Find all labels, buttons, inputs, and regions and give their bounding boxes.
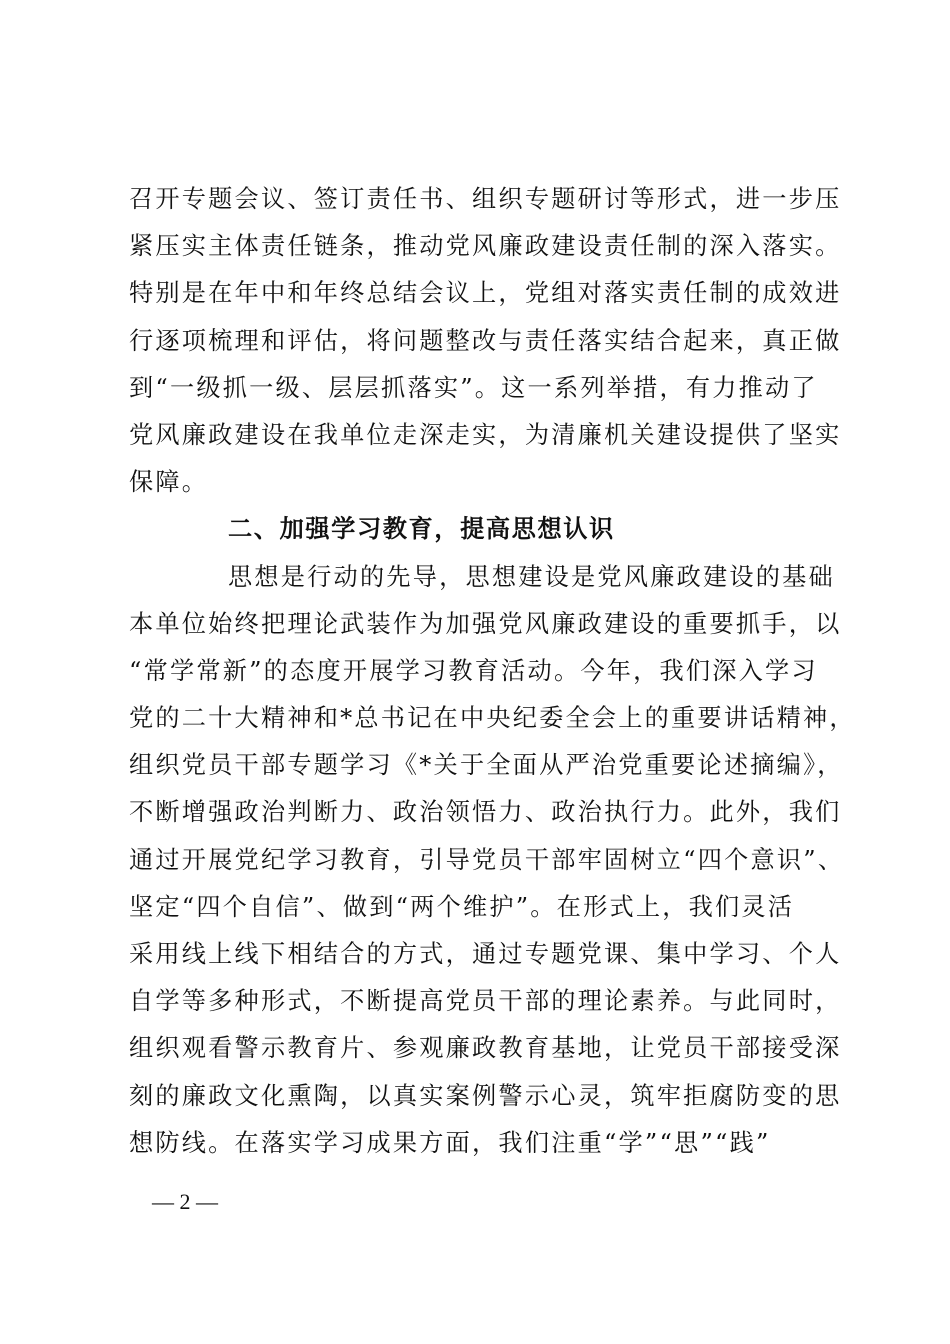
paragraph-line: 通过开展党纪学习教育，引导党员干部牢固树立“四个意识”、 xyxy=(129,845,845,874)
paragraph-line: 保障。 xyxy=(129,468,209,497)
page-number: — 2 — xyxy=(152,1189,218,1214)
paragraph-line: 刻的廉政文化熏陶，以真实案例警示心灵，筑牢拒腐防变的思 xyxy=(129,1081,842,1110)
paragraph-line: 组织党员干部专题学习《*关于全面从严治党重要论述摘编》， xyxy=(129,751,844,780)
paragraph-line: 采用线上线下相结合的方式，通过专题党课、集中学习、个人 xyxy=(129,940,842,968)
section-paragraph xyxy=(129,554,859,1167)
paragraph-line: 本单位始终把理论武装作为加强党风廉政建设的重要抓手，以 xyxy=(129,609,842,638)
paragraph-line: 党风廉政建设在我单位走深走实，为清廉机关建设提供了坚实 xyxy=(129,420,842,449)
paragraph-line: 想防线。在落实学习成果方面，我们注重“学”“思”“践” xyxy=(129,1128,771,1157)
paragraph-line: 到“一级抓一级、层层抓落实”。这一系列举措，有力推动了 xyxy=(129,373,818,402)
paragraph-line: 党的二十大精神和*总书记在中央纪委全会上的重要讲话精神， xyxy=(129,704,856,733)
paragraph-line: “常学常新”的态度开展学习教育活动。今年，我们深入学习 xyxy=(129,656,818,685)
paragraph-line: 思想是行动的先导，思想建设是党风廉政建设的基础 xyxy=(228,562,835,591)
paragraph-line: 特别是在年中和年终总结会议上，党组对落实责任制的成效进 xyxy=(129,279,842,308)
section-heading: 二、加强学习教育，提高思想认识 xyxy=(228,515,615,544)
paragraph-line: 紧压实主体责任链条，推动党风廉政建设责任制的深入落实。 xyxy=(129,232,842,261)
paragraph-line: 自学等多种形式，不断提高党员干部的理论素养。与此同时， xyxy=(129,987,842,1016)
paragraph-line: 召开专题会议、签订责任书、组织专题研讨等形式，进一步压 xyxy=(129,185,842,213)
paragraph-line: 行逐项梳理和评估，将问题整改与责任落实结合起来，真正做 xyxy=(129,326,842,355)
continuation-paragraph xyxy=(129,176,859,506)
document-body xyxy=(129,176,859,1167)
paragraph-line: 组织观看警示教育片、参观廉政教育基地，让党员干部接受深 xyxy=(129,1034,842,1063)
paragraph-line: 坚定“四个自信”、做到“两个维护”。在形式上，我们灵活 xyxy=(129,892,795,921)
paragraph-line: 不断增强政治判断力、政治领悟力、政治执行力。此外，我们 xyxy=(129,798,842,827)
